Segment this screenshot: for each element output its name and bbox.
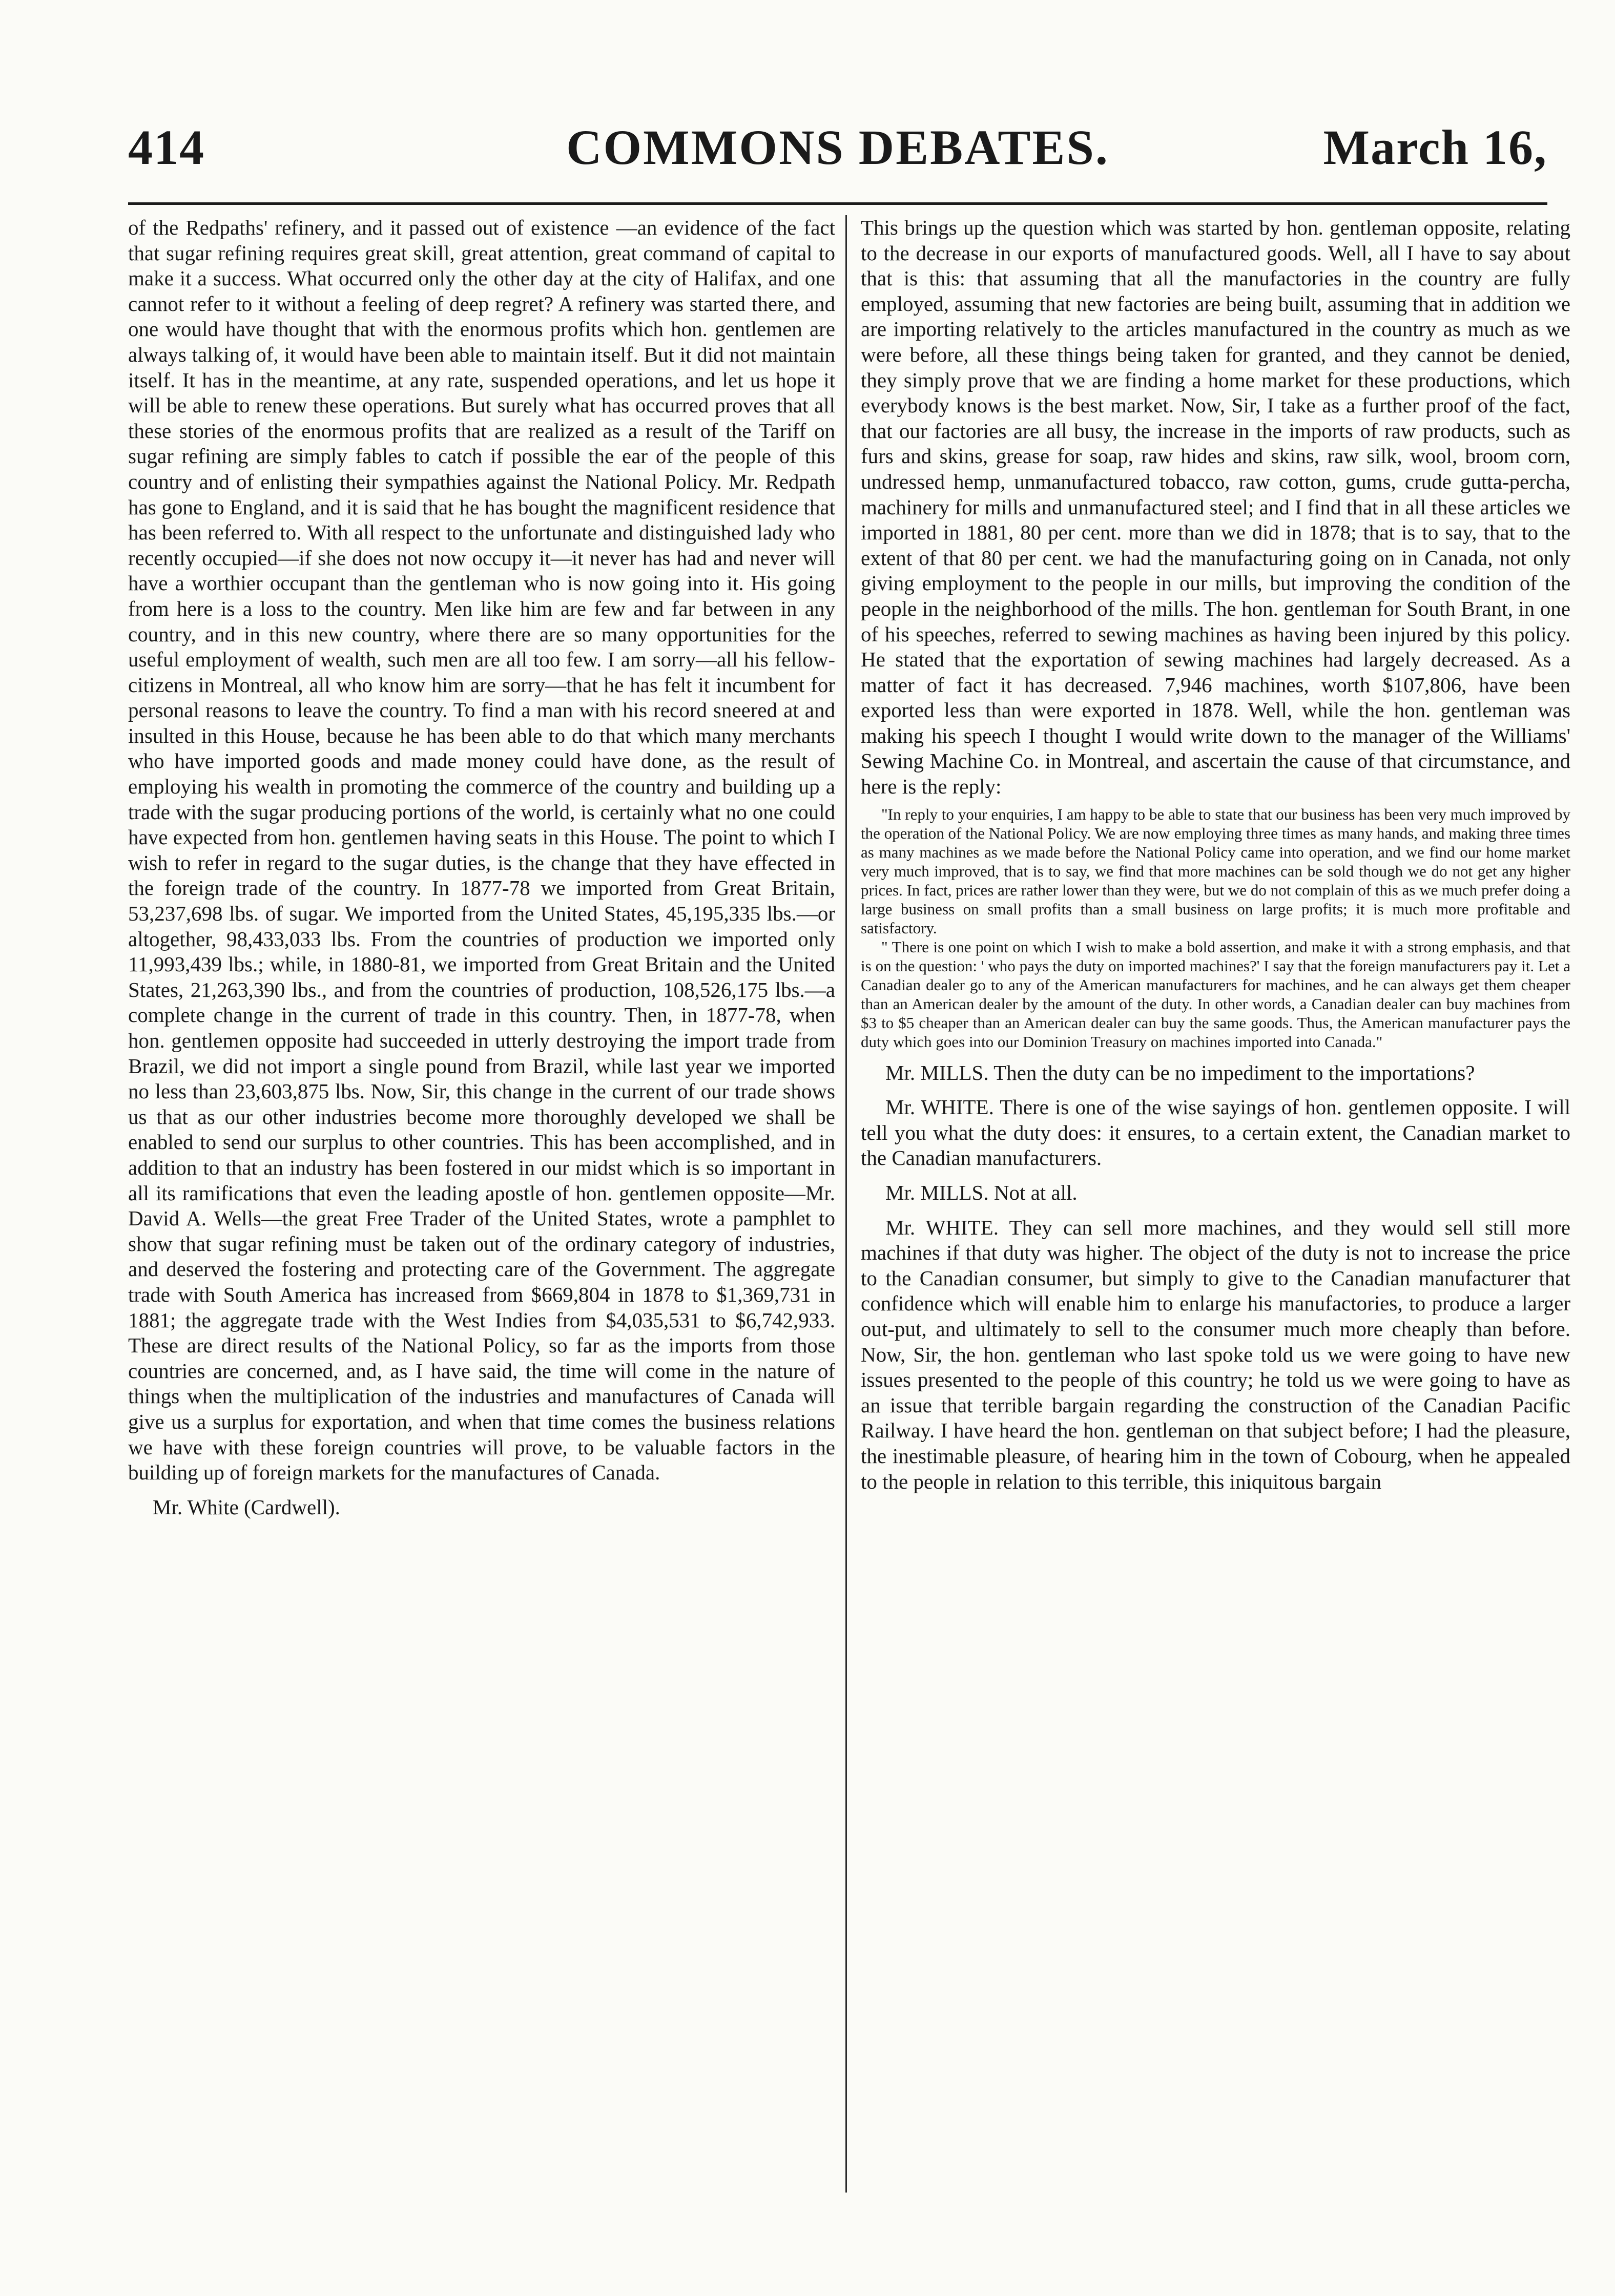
page-title: COMMONS DEBATES. [566,120,1109,175]
page-header [128,119,1547,185]
exchange-white-1: Mr. WHITE. There is one of the wise sayings of hon. gentlemen opposite. I will tell you what the duty does: it ensures, to a certain extent, the Canadian market to the Canadian manufacturers. [861,1095,1570,1170]
quote-paragraph-1: "In reply to your enquiries, I am happy to be able to state that our business has been very much improved by the operation of the National Policy. We are now employing three times as many hands, and making three times as many machines as we made before the National Policy came into operation, and we find our home market very much improved, that is to say, we find that more machines can be sold though we do not get any higher prices. In fact, prices are rather lower than they were, but we do not complain of this as we much prefer doing a large business on small profits than a small business on large profits; it is much more profitable and satisfactory. [861,805,1570,937]
right-paragraph: This brings up the question which was started by hon. gentleman opposite, relating to the decrease in our exports of manufactured goods. Well, all I have to say about that is this: that assuming that all the manufactories in the country are fully employed, assuming that new factories are being built, assuming that in addition we are importing relatively to the articles manufactured in the country as much as we were before, all these things being taken for granted, and they cannot be denied, they simply prove that we are finding a home market for these productions, which everybody knows is the best market. Now, Sir, I take as a further proof of the fact, that our factories are all busy, the increase in the imports of raw products, such as furs and skins, grease for soap, raw hides and skins, raw silk, wool, broom corn, undressed hemp, unmanufactured tobacco, raw cotton, gums, crude gutta-percha, machinery for mills and unmanufactured steel; and I find that in all these articles we imported in 1881, 80 per cent. more than we did in 1878; that is to say, that to the extent of that 80 per cent. we had the manufacturing going on in Canada, not only giving employment to the people in our mills, but improving the condition of the people in the neighborhood of the mills. The hon. gentleman for South Brant, in one of his speeches, referred to sewing machines as having been injured by this policy. He stated that the exportation of sewing machines had largely decreased. As a matter of fact it has decreased. 7,946 machines, worth $107,806, have been exported less than were exported in 1878. Well, while the hon. gentleman was making his speech I thought I would write down to the manager of the Williams' Sewing Machine Co. in Montreal, and ascertain the cause of that circumstance, and here is the reply: [861,216,1570,799]
left-column [128,215,835,2259]
quote-paragraph-2: " There is one point on which I wish to make a bold assertion, and make it with a strong emphasis, and that is on the question: ' who pays the duty on imported machines?' I say that the foreign manufacturers pay it. Let a Canadian dealer go to any of the American manufacturers for machines, and he can always get them cheaper than an American dealer by the amount of the duty. In other words, a Canadian dealer can buy machines from $3 to $5 cheaper than an American dealer can buy the same goods. Thus, the American manufacturer pays the duty which goes into our Dominion Treasury on machines imported into Canada." [861,937,1570,1051]
letter-quote [861,805,1570,1051]
column-divider [845,215,847,2193]
header-rule [128,202,1547,205]
exchange-mills-2: Mr. MILLS. Not at all. [885,1181,1078,1205]
right-column [861,215,1570,2259]
exchange-mills-1: Mr. MILLS. Then the duty can be no impediment to the importations? [885,1060,1475,1084]
exchange-white-2: Mr. WHITE. They can sell more machines, and they would sell still more machines if that duty was higher. The object of the duty is not to increase the price to the Canadian consumer, but simply to give to the Canadian manufacturer that confidence which will enable him to enlarge his manufactories, to produce a larger out-put, and ultimately to sell to the consumer much more cheaply than before. Now, Sir, the hon. gentleman who last spoke told us we were going to have new issues presented to the people of this country; he told us we were going to have as an issue that terrible bargain regarding the construction of the Canadian Pacific Railway. I have heard the hon. gentleman on that subject before; I had the pleasure, the inestimable pleasure, of hearing him in the town of Cobourg, when he appealed to the people in relation to this terrible, this iniquitous bargain [861,1215,1570,1493]
page-number: 414 [128,120,205,175]
speaker-line: Mr. White (Cardwell). [153,1495,340,1519]
left-paragraph: of the Redpaths' refinery, and it passed out of existence —an evidence of the fact that sugar refining requires great skill, great attention, great command of capital to make it a success. What occurred only the other day at the city of Halifax, and one cannot refer to it without a feeling of deep regret? A refinery was started there, and one would have thought that with the enormous profits which hon. gentlemen are always talking of, it would have been able to maintain itself. But it did not maintain itself. It has in the meantime, at any rate, suspended operations, and let us hope it will be able to renew these operations. But surely what has occurred proves that all these stories of the enormous profits that are realized as a result of the Tariff on sugar refining are simply fables to catch if possible the ear of the people of this country and of enlisting their sympathies against the National Policy. Mr. Redpath has gone to England, and it is said that he has bought the magnificent residence that has been referred to. With all respect to the unfortunate and distinguished lady who recently occupied—if she does not now occupy it—it never has had and never will have a worthier occupant than the gentleman who is now going into it. His going from here is a loss to the country. Men like him are few and far between in any country, and in this new country, where there are so many opportunities for the useful employment of wealth, such men are all too few. I am sorry—all his fellow-citizens in Montreal, all who know him are sorry—that he has felt it incumbent for personal reasons to leave the country. To find a man with his record sneered at and insulted in this House, because he has been able to do that which many merchants who have imported goods and made money could have done, as the result of employing his wealth in promoting the commerce of the country and building up a trade with the sugar producing portions of the world, is certainly what no one could have expected from hon. gentlemen having seats in this House. The point to which I wish to refer in regard to the sugar duties, is the change that they have effected in the foreign trade of the country. In 1877-78 we imported from Great Britain, 53,237,698 lbs. of sugar. We imported from the United States, 45,195,335 lbs.—or altogether, 98,433,033 lbs. From the countries of production we imported only 11,993,439 lbs.; while, in 1880-81, we imported from Great Britain and the United States, 21,263,390 lbs., and from the countries of production, 108,526,175 lbs.—a complete change in the current of trade in this country. Then, in 1877-78, when hon. gentlemen opposite had succeeded in utterly destroying the import trade from Brazil, we did not import a single pound from Brazil, while last year we imported no less than 23,603,875 lbs. Now, Sir, this change in the current of our trade shows us that as our other industries become more thoroughly developed we shall be enabled to send our surplus to other countries. This has been accomplished, and in addition to that an industry has been fostered in our midst which is so important in all its ramifications that even the leading apostle of hon. gentlemen opposite—Mr. David A. Wells—the great Free Trader of the United States, wrote a pamphlet to show that sugar refining must be taken out of the ordinary category of industries, and deserved the fostering and protecting care of the Government. The aggregate trade with South America has increased from $669,804 in 1878 to $1,369,731 in 1881; the aggregate trade with the West Indies from $4,035,531 to $6,742,933. These are direct results of the National Policy, so far as the imports from those countries are concerned, and, as I have said, the time will come in the nature of things when the multiplication of the industries and manufactures of Canada will give us a surplus for exportation, and when that time comes the business relations we have with these foreign countries will prove, to be valuable factors in the building up of foreign markets for the manufactures of Canada. [128,216,835,1485]
page-date: March 16, [1323,120,1547,175]
